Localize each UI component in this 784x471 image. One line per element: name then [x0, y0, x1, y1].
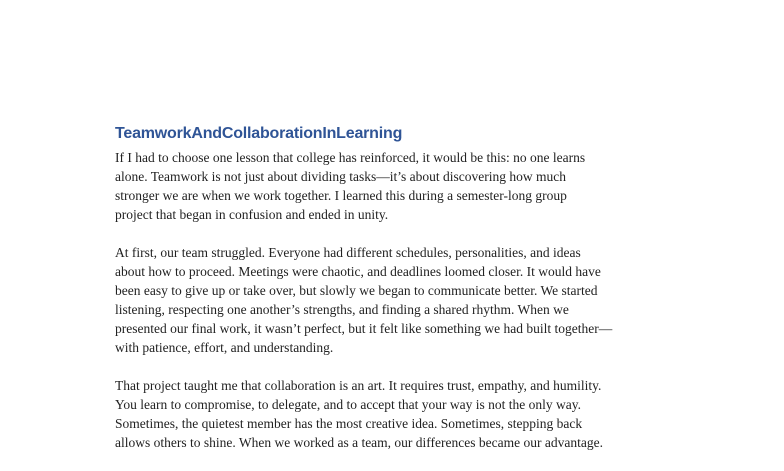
- paragraph: [115, 376, 675, 452]
- paragraph-line: allows others to shine. When we worked as a team, our differences became our advantage.: [115, 435, 603, 450]
- paragraph-line: alone. Teamwork is not just about dividing tasks—it’s about discovering how much: [115, 169, 567, 184]
- paragraph-line: If I had to choose one lesson that college has reinforced, it would be this: no one learns: [115, 150, 586, 165]
- document-body: [115, 124, 675, 471]
- paragraph-line: At first, our team struggled. Everyone had different schedules, personalities, and ideas: [115, 245, 581, 260]
- paragraph-line: about how to proceed. Meetings were chaotic, and deadlines loomed closer. It would have: [115, 264, 601, 279]
- paragraph-line: presented our final work, it wasn’t perfect, but it felt like something we had built together—: [115, 321, 613, 336]
- document-title: TeamworkAndCollaborationInLearning: [115, 125, 403, 142]
- paragraph-line: Sometimes, the quietest member has the most creative idea. Sometimes, stepping back: [115, 416, 583, 431]
- paragraph: [115, 243, 675, 357]
- paragraph-line: stronger we are when we work together. I learned this during a semester-long group: [115, 188, 567, 203]
- paragraph-line: That project taught me that collaboration is an art. It requires trust, empathy, and humility.: [115, 378, 602, 393]
- paragraph-line: listening, respecting one another’s strengths, and finding a shared rhythm. When we: [115, 302, 569, 317]
- paragraph-line: You learn to compromise, to delegate, and to accept that your way is not the only way.: [115, 397, 582, 412]
- paragraph-line: with patience, effort, and understanding.: [115, 340, 334, 355]
- paragraph-line: project that began in confusion and ended in unity.: [115, 207, 389, 222]
- paragraph-line: been easy to give up or take over, but slowly we began to communicate better. We started: [115, 283, 598, 298]
- paragraph: [115, 148, 675, 224]
